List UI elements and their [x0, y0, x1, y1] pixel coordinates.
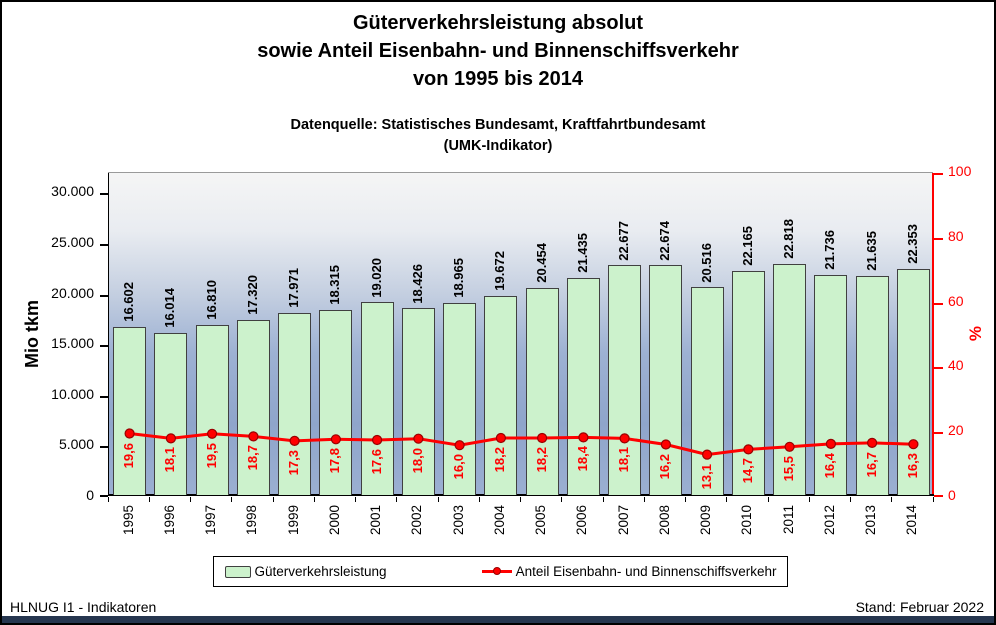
x-axis-year-label: 2001	[368, 505, 384, 536]
share-value-label: 18,1	[616, 447, 632, 473]
bar-value-label: 16.014	[162, 288, 178, 328]
legend	[213, 556, 788, 587]
x-axis-year-label: 2012	[821, 505, 837, 536]
share-value-label: 18,4	[574, 446, 590, 472]
share-value-label: 17,8	[327, 448, 343, 474]
x-axis-year-label: 2005	[533, 505, 549, 536]
share-value-label: 16,7	[863, 451, 879, 478]
left-axis-tick	[100, 295, 108, 297]
line-marker	[331, 435, 340, 444]
x-axis-year-label: 2008	[656, 505, 672, 536]
x-axis-year-label: 2014	[904, 505, 920, 536]
share-value-label: 16,3	[904, 453, 920, 479]
bar-value-label: 16.810	[203, 280, 219, 320]
x-axis-tick	[355, 497, 356, 502]
right-axis-tick	[934, 367, 943, 369]
x-axis-tick	[273, 497, 274, 502]
line-marker	[373, 436, 382, 445]
line-marker	[290, 436, 299, 445]
line-marker	[868, 438, 877, 447]
left-axis-tick-label: 10.000	[51, 385, 94, 402]
share-value-label: 17,6	[368, 449, 384, 475]
share-value-label: 18,1	[162, 447, 178, 473]
right-axis-tick	[934, 303, 943, 305]
line-marker	[125, 429, 134, 438]
line-marker	[166, 434, 175, 443]
left-axis-tick-label: 15.000	[51, 335, 94, 352]
line-marker	[208, 429, 217, 438]
bar-value-label: 16.602	[121, 282, 137, 322]
bar-value-label: 19.020	[368, 257, 384, 298]
right-axis-tick-label: 60	[948, 292, 964, 309]
left-axis-tick-labels	[0, 172, 94, 503]
x-axis-year-label: 2013	[863, 505, 879, 536]
left-axis-tick-label: 5.000	[58, 436, 94, 453]
x-axis-tick	[190, 497, 191, 502]
title-line-3: von 1995 bis 2014	[412, 68, 584, 90]
x-axis-tick	[603, 497, 604, 502]
left-axis-tick	[100, 345, 108, 347]
bar-value-label: 19.672	[492, 251, 508, 291]
x-axis-tick	[520, 497, 521, 502]
left-axis-tick	[100, 396, 108, 398]
x-axis-tick	[644, 497, 645, 502]
share-value-label: 16,2	[657, 453, 673, 479]
line-marker	[661, 440, 670, 449]
line-marker	[538, 434, 547, 443]
share-value-label: 14,7	[739, 458, 755, 484]
x-axis-tick	[438, 497, 439, 502]
share-value-label: 18,2	[492, 447, 508, 473]
bar-value-label: 17.971	[286, 268, 302, 308]
bar-value-label: 22.165	[739, 225, 755, 266]
x-axis-tick	[561, 497, 562, 502]
right-axis-tick	[934, 432, 943, 434]
line-marker	[496, 434, 505, 443]
left-axis-tick-label: 20.000	[51, 284, 94, 301]
left-axis-title-text: Mio tkm	[22, 299, 42, 368]
x-axis-year-label: 2002	[409, 505, 425, 536]
title-line-1: Güterverkehrsleistung absolut	[352, 12, 644, 34]
left-axis-tick	[100, 244, 108, 246]
bar-value-label: 20.454	[533, 243, 549, 283]
legend-item-line	[482, 564, 777, 579]
x-axis-tick	[149, 497, 150, 502]
x-axis-year-label: 2004	[491, 505, 507, 536]
x-axis	[108, 497, 933, 559]
right-axis-tick-label: 20	[948, 422, 964, 439]
bar-value-label: 22.353	[904, 223, 920, 264]
bar-value-label: 18.426	[409, 263, 425, 304]
footer-source: HLNUG I1 - Indikatoren	[10, 599, 157, 615]
bar-value-label: 21.736	[822, 230, 838, 270]
share-line-svg	[109, 173, 934, 497]
line-marker	[579, 433, 588, 442]
left-axis-tick	[100, 446, 108, 448]
right-axis-tick-label: 100	[948, 163, 972, 179]
plot-area	[108, 172, 933, 496]
x-axis-tick	[933, 497, 934, 502]
right-axis-tick-label: 80	[948, 227, 964, 244]
share-value-label: 13,1	[698, 463, 714, 489]
share-value-label: 17,3	[286, 449, 302, 476]
x-axis-tick	[396, 497, 397, 502]
right-axis-tick	[934, 238, 943, 240]
x-axis-tick	[314, 497, 315, 502]
title-line-2: sowie Anteil Eisenbahn- und Binnenschiffsverkehr	[257, 40, 739, 62]
x-axis-tick	[850, 497, 851, 502]
bar-value-label: 18.965	[451, 258, 467, 298]
line-marker	[826, 439, 835, 448]
x-axis-year-label: 2011	[780, 505, 796, 535]
line-marker	[455, 441, 464, 450]
line-marker	[249, 432, 258, 441]
share-value-label: 18,7	[244, 445, 260, 471]
line-marker	[414, 434, 423, 443]
x-axis-tick	[231, 497, 232, 502]
x-axis-year-label: 1999	[285, 505, 301, 536]
x-axis-year-label: 1997	[203, 505, 219, 536]
x-axis-year-label: 2007	[615, 505, 631, 536]
x-axis-tick	[108, 497, 109, 502]
x-axis-tick	[726, 497, 727, 502]
bar-value-label: 17.320	[244, 274, 260, 315]
legend-item-bars	[225, 564, 387, 579]
bar-value-label: 22.677	[616, 220, 632, 261]
share-value-label: 19,5	[203, 442, 219, 469]
bar-swatch-icon	[225, 566, 251, 578]
left-axis-tick-label: 0	[86, 487, 94, 503]
share-value-label: 18,2	[533, 447, 549, 473]
line-marker	[703, 450, 712, 459]
share-value-label: 18,0	[409, 447, 425, 473]
x-axis-year-label: 1996	[161, 505, 177, 536]
x-axis-tick	[685, 497, 686, 502]
line-marker-icon	[482, 570, 512, 573]
left-axis-tick	[100, 193, 108, 195]
line-marker	[785, 442, 794, 451]
x-axis-tick	[768, 497, 769, 502]
right-axis-tick	[934, 495, 943, 497]
chart-title	[0, 9, 996, 93]
x-axis-tick	[891, 497, 892, 502]
bottom-color-band	[2, 616, 994, 623]
share-value-label: 16,0	[451, 454, 467, 480]
subtitle-line-1: Datenquelle: Statistisches Bundesamt, Kraftfahrtbundesamt	[290, 117, 706, 133]
chart-subtitle	[0, 115, 996, 157]
legend-bar-label: Güterverkehrsleistung	[254, 564, 387, 579]
right-axis-tick-labels	[948, 163, 992, 503]
right-axis-tick	[934, 173, 943, 175]
bar-value-label: 22.674	[657, 220, 673, 261]
x-axis-year-label: 1998	[244, 505, 260, 536]
line-marker	[909, 440, 918, 449]
x-axis-year-label: 2000	[326, 505, 342, 536]
right-axis-title-text: %	[966, 326, 985, 342]
x-axis-year-label: 2006	[574, 505, 590, 536]
line-marker	[744, 445, 753, 454]
x-axis-year-label: 2009	[698, 505, 714, 536]
right-axis-tick-label: 40	[948, 357, 964, 374]
line-dot-icon	[493, 567, 501, 575]
left-axis-tick-label: 30.000	[51, 183, 94, 200]
line-marker	[620, 434, 629, 443]
bar-value-label: 20.516	[698, 242, 714, 283]
legend-line-label: Anteil Eisenbahn- und Binnenschiffsverkehr	[515, 564, 777, 579]
x-axis-year-label: 2010	[739, 505, 755, 536]
x-axis-year-label: 2003	[450, 505, 466, 536]
share-value-label: 19,6	[121, 442, 137, 468]
left-axis-tick-label: 25.000	[51, 233, 94, 250]
footer-date: Stand: Februar 2022	[855, 599, 984, 615]
share-value-label: 15,5	[781, 455, 797, 482]
right-axis-tick-label: 0	[948, 487, 956, 503]
x-axis-tick	[479, 497, 480, 502]
bar-value-label: 22.818	[781, 219, 797, 259]
bar-value-label: 18.315	[327, 264, 343, 305]
bar-value-label: 21.635	[863, 231, 879, 271]
x-axis-tick	[809, 497, 810, 502]
share-value-label: 16,4	[822, 452, 838, 479]
bar-value-label: 21.435	[574, 233, 590, 273]
x-axis-year-label: 1995	[120, 505, 136, 536]
subtitle-line-2: (UMK-Indikator)	[443, 138, 553, 154]
